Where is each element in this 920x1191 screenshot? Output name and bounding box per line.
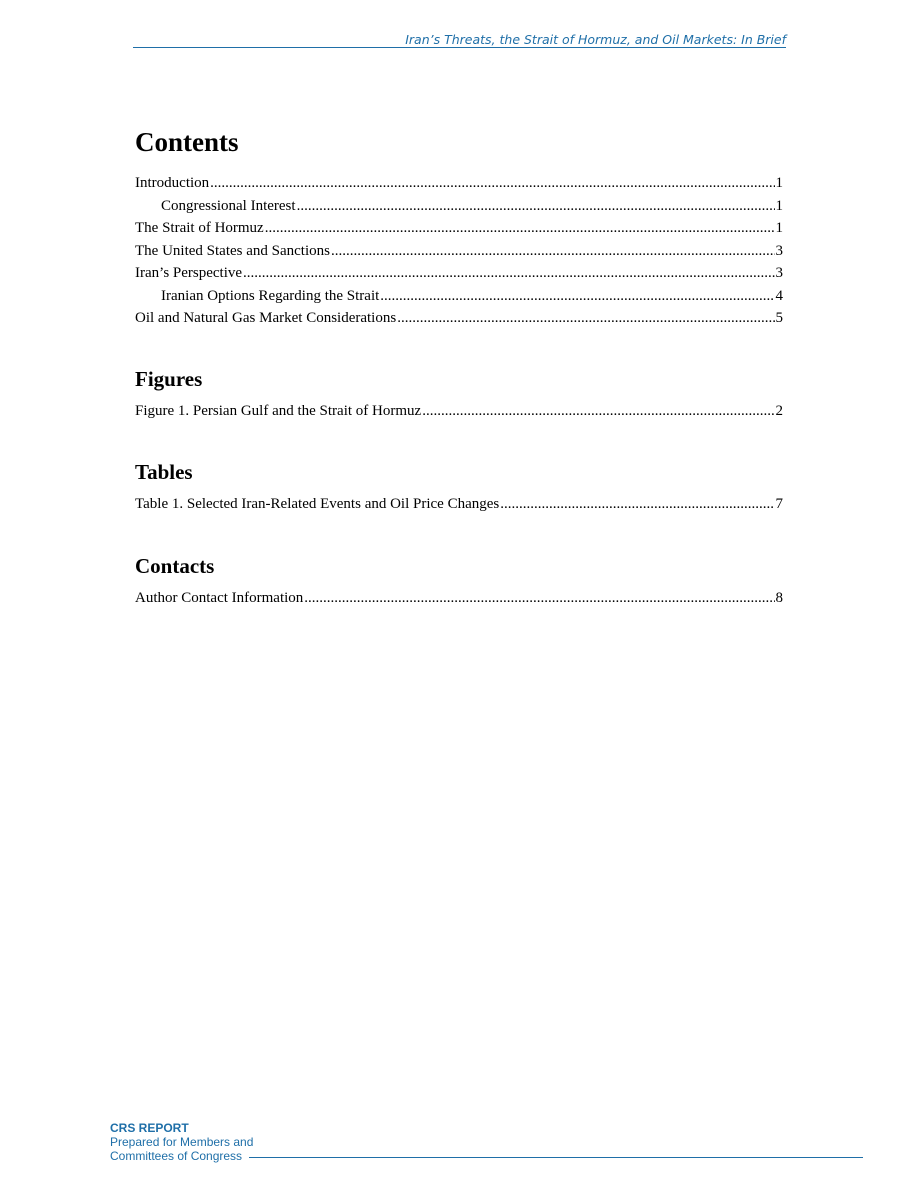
toc-entry-label: Table 1. Selected Iran-Related Events and Oil Price Changes xyxy=(135,496,500,512)
contents-list xyxy=(135,172,783,330)
figures-list xyxy=(135,400,783,423)
toc-entry-page: 7 xyxy=(775,496,783,512)
toc-entry-label: Introduction xyxy=(135,175,210,191)
running-header-title: Iran’s Threats, the Strait of Hormuz, and Oil Markets: In Brief xyxy=(133,33,786,48)
brand-line-2: Committees of Congress xyxy=(110,1149,243,1163)
toc-entry-introduction[interactable] xyxy=(135,172,783,195)
brand-title: CRS REPORT xyxy=(110,1121,189,1135)
toc-entry-author-contact[interactable] xyxy=(135,587,783,610)
dot-leader xyxy=(380,285,774,308)
dot-leader xyxy=(422,400,774,423)
toc-entry-page: 1 xyxy=(775,220,783,236)
dot-leader xyxy=(265,217,775,240)
toc-entry-irans-perspective[interactable] xyxy=(135,262,783,285)
toc-entry-page: 3 xyxy=(775,265,783,281)
footer-divider xyxy=(249,1157,863,1158)
dot-leader xyxy=(331,240,775,263)
toc-entry-page: 3 xyxy=(775,242,783,259)
toc-entry-label: Iran’s Perspective xyxy=(135,265,243,281)
figures-heading: Figures xyxy=(135,367,203,391)
tables-heading: Tables xyxy=(135,460,193,484)
toc-entry-iranian-options[interactable] xyxy=(135,285,783,308)
dot-leader xyxy=(210,172,774,195)
contacts-list xyxy=(135,587,783,610)
toc-entry-congressional-interest[interactable] xyxy=(135,195,783,218)
dot-leader xyxy=(304,587,774,610)
toc-entry-oil-gas-market[interactable] xyxy=(135,307,783,330)
toc-entry-page: 8 xyxy=(775,590,783,606)
toc-entry-label: Figure 1. Persian Gulf and the Strait of Hormuz xyxy=(135,403,422,419)
brand-line-1: Prepared for Members and xyxy=(110,1135,254,1149)
toc-entry-label: The Strait of Hormuz xyxy=(135,220,264,236)
toc-entry-figure-1[interactable] xyxy=(135,400,783,423)
tables-list xyxy=(135,493,783,516)
dot-leader xyxy=(243,262,774,285)
contents-heading: Contents xyxy=(135,127,239,157)
toc-entry-united-states-sanctions[interactable] xyxy=(135,240,783,263)
dot-leader xyxy=(397,307,774,330)
toc-entry-table-1[interactable] xyxy=(135,493,783,516)
dot-leader xyxy=(297,195,775,218)
contacts-heading: Contacts xyxy=(135,554,215,578)
toc-entry-label: Oil and Natural Gas Market Considerations xyxy=(135,310,397,326)
toc-entry-label: Iranian Options Regarding the Strait xyxy=(161,287,380,304)
toc-entry-strait-of-hormuz[interactable] xyxy=(135,217,783,240)
toc-entry-page: 4 xyxy=(775,287,783,304)
toc-entry-page: 5 xyxy=(775,310,783,326)
toc-entry-label: The United States and Sanctions xyxy=(135,242,330,259)
crs-report-brand xyxy=(110,1121,253,1163)
toc-entry-label: Congressional Interest xyxy=(161,197,296,214)
toc-entry-page: 2 xyxy=(775,403,783,419)
dot-leader xyxy=(500,493,774,516)
toc-entry-label: Author Contact Information xyxy=(135,590,304,606)
toc-entry-page: 1 xyxy=(775,175,783,191)
toc-entry-page: 1 xyxy=(775,197,783,214)
